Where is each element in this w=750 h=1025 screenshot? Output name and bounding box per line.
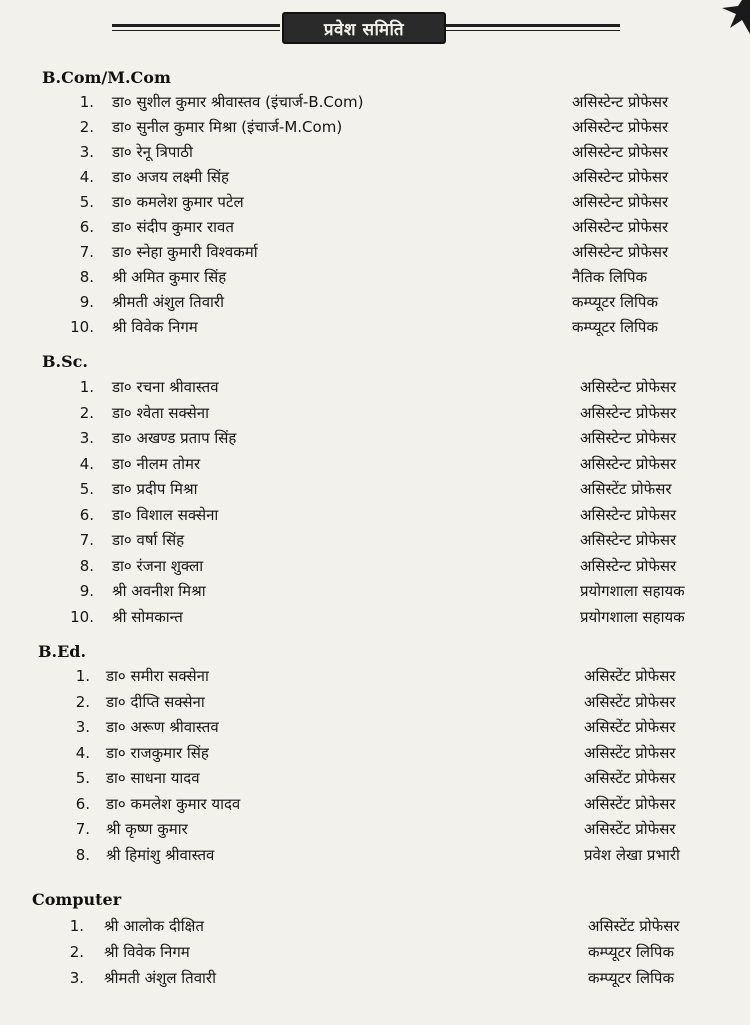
- member-name: श्री विवेक निगम: [112, 318, 198, 336]
- member-designation: असिस्टेंट प्रोफेसर: [584, 667, 676, 685]
- member-designation: प्रयोगशाला सहायक: [580, 582, 685, 600]
- member-row: [0, 375, 750, 400]
- member-name: डा० वर्षा सिंह: [112, 531, 185, 549]
- member-name: श्रीमती अंशुल तिवारी: [104, 969, 216, 987]
- member-name: श्री हिमांशु श्रीवास्तव: [106, 845, 215, 864]
- member-name: श्री कृष्ण कुमार: [106, 820, 188, 838]
- member-designation: असिस्टेन्ट प्रोफेसर: [572, 118, 669, 136]
- section-heading: B.Ed.: [38, 642, 87, 661]
- member-designation: कम्प्यूटर लिपिक: [572, 293, 658, 311]
- member-number: 5.: [79, 193, 94, 211]
- member-designation: कम्प्यूटर लिपिक: [572, 318, 658, 336]
- member-row: [0, 715, 750, 740]
- member-name: डा० राजकुमार सिंह: [106, 743, 209, 762]
- member-designation: असिस्टेन्ट प्रोफेसर: [580, 505, 677, 524]
- member-designation: प्रयोगशाला सहायक: [580, 607, 685, 626]
- member-designation: असिस्टेन्ट प्रोफेसर: [580, 454, 677, 473]
- member-designation: असिस्टेंट प्रोफेसर: [580, 480, 672, 498]
- member-row: [0, 843, 750, 868]
- member-name: श्री अमित कुमार सिंह: [112, 268, 227, 286]
- member-number: 6.: [79, 505, 94, 524]
- member-number: 8.: [75, 845, 90, 864]
- member-number: 9.: [79, 293, 94, 311]
- member-row: [0, 426, 750, 451]
- member-designation: नैतिक लिपिक: [572, 268, 648, 286]
- member-number: 6.: [75, 794, 90, 813]
- member-designation: असिस्टेन्ट प्रोफेसर: [580, 429, 677, 447]
- member-number: 1.: [75, 667, 90, 685]
- title-rule-left-thin: [112, 30, 280, 31]
- member-row: [0, 741, 750, 766]
- title-rule-right-thin: [444, 30, 620, 31]
- member-designation: असिस्टेंट प्रोफेसर: [584, 794, 676, 813]
- member-name: डा० अजय लक्ष्मी सिंह: [112, 168, 229, 186]
- member-number: 3.: [75, 718, 90, 736]
- member-designation: असिस्टेंट प्रोफेसर: [584, 820, 676, 838]
- member-row: [0, 766, 750, 791]
- member-number: 4.: [75, 743, 90, 762]
- member-number: 3.: [79, 429, 94, 447]
- member-name: श्री अवनीश मिश्रा: [112, 582, 206, 600]
- member-designation: असिस्टेन्ट प्रोफेसर: [580, 556, 677, 575]
- member-row: [0, 554, 750, 579]
- member-number: 7.: [79, 243, 94, 261]
- member-row: [0, 215, 750, 240]
- member-row: [0, 290, 750, 315]
- member-designation: कम्प्यूटर लिपिक: [588, 943, 674, 961]
- member-row: [0, 817, 750, 842]
- member-designation: असिस्टेन्ट प्रोफेसर: [572, 168, 669, 186]
- member-name: डा० साधना यादव: [106, 769, 200, 787]
- member-number: 10.: [70, 318, 94, 336]
- member-name: डा० रचना श्रीवास्तव: [112, 378, 219, 396]
- member-designation: असिस्टेन्ट प्रोफेसर: [572, 93, 669, 111]
- member-designation: असिस्टेंट प्रोफेसर: [584, 743, 676, 762]
- member-row: [0, 90, 750, 115]
- member-name: श्रीमती अंशुल तिवारी: [112, 293, 224, 311]
- member-row: [0, 240, 750, 265]
- member-designation: असिस्टेन्ट प्रोफेसर: [580, 403, 677, 422]
- member-name: डा० सुनील कुमार मिश्रा (इंचार्ज-M.Com): [112, 118, 343, 136]
- member-number: 1.: [79, 93, 94, 111]
- member-number: 3.: [79, 143, 94, 161]
- title-rule-right: [444, 24, 620, 27]
- member-name: श्री आलोक दीक्षित: [104, 917, 204, 935]
- title-rule-left: [112, 24, 280, 27]
- member-name: डा० श्वेता सक्सेना: [112, 403, 209, 422]
- member-number: 7.: [75, 820, 90, 838]
- member-designation: असिस्टेन्ट प्रोफेसर: [580, 378, 677, 396]
- member-name: डा० नीलम तोमर: [112, 454, 201, 473]
- member-designation: असिस्टेन्ट प्रोफेसर: [580, 531, 677, 549]
- member-row: [0, 966, 750, 991]
- member-designation: असिस्टेन्ट प्रोफेसर: [572, 218, 669, 236]
- member-name: डा० अरूण श्रीवास्तव: [106, 718, 219, 736]
- member-row: [0, 401, 750, 426]
- member-designation: असिस्टेन्ट प्रोफेसर: [572, 143, 669, 161]
- member-number: 10.: [70, 607, 94, 626]
- member-name: डा० कमलेश कुमार यादव: [106, 794, 241, 813]
- member-name: डा० सुशील कुमार श्रीवास्तव (इंचार्ज-B.Com): [112, 93, 364, 111]
- member-name: डा० अखण्ड प्रताप सिंह: [112, 429, 237, 447]
- member-number: 2.: [69, 943, 84, 961]
- member-row: [0, 792, 750, 817]
- member-name: डा० संदीप कुमार रावत: [112, 218, 234, 236]
- member-row: [0, 265, 750, 290]
- member-number: 5.: [79, 480, 94, 498]
- member-row: [0, 140, 750, 165]
- member-name: श्री सोमकान्त: [112, 607, 183, 626]
- member-number: 4.: [79, 168, 94, 186]
- member-designation: असिस्टेन्ट प्रोफेसर: [572, 193, 669, 211]
- member-row: [0, 664, 750, 689]
- member-row: [0, 315, 750, 340]
- section-heading: B.Com/M.Com: [42, 68, 171, 87]
- member-row: [0, 605, 750, 630]
- member-number: 8.: [79, 556, 94, 575]
- corner-star-icon: [712, 0, 750, 40]
- member-row: [0, 579, 750, 604]
- member-number: 3.: [69, 969, 84, 987]
- member-name: डा० विशाल सक्सेना: [112, 505, 219, 524]
- member-name: डा० स्नेहा कुमारी विश्वकर्मा: [112, 243, 258, 261]
- member-row: [0, 452, 750, 477]
- member-name: डा० समीरा सक्सेना: [106, 667, 209, 685]
- member-designation: असिस्टेन्ट प्रोफेसर: [572, 243, 669, 261]
- member-number: 4.: [79, 454, 94, 473]
- member-name: डा० रंजना शुक्ला: [112, 556, 204, 575]
- member-number: 1.: [69, 917, 84, 935]
- member-number: 6.: [79, 218, 94, 236]
- member-designation: प्रवेश लेखा प्रभारी: [584, 845, 680, 864]
- member-designation: असिस्टेंट प्रोफेसर: [588, 917, 680, 935]
- member-designation: असिस्टेंट प्रोफेसर: [584, 769, 676, 787]
- member-name: डा० कमलेश कुमार पटेल: [112, 193, 244, 211]
- page-title: प्रवेश समिति: [282, 12, 446, 44]
- member-row: [0, 165, 750, 190]
- member-row: [0, 528, 750, 553]
- member-number: 9.: [79, 582, 94, 600]
- member-number: 2.: [75, 692, 90, 711]
- member-row: [0, 940, 750, 965]
- member-row: [0, 503, 750, 528]
- section-heading: Computer: [32, 890, 122, 909]
- section-heading: B.Sc.: [42, 352, 88, 371]
- member-row: [0, 190, 750, 215]
- member-designation: कम्प्यूटर लिपिक: [588, 969, 674, 987]
- member-name: डा० प्रदीप मिश्रा: [112, 480, 198, 498]
- member-number: 1.: [79, 378, 94, 396]
- member-designation: असिस्टेंट प्रोफेसर: [584, 692, 676, 711]
- member-number: 2.: [79, 118, 94, 136]
- member-name: श्री विवेक निगम: [104, 943, 190, 961]
- member-name: डा० दीप्ति सक्सेना: [106, 692, 205, 711]
- member-row: [0, 690, 750, 715]
- member-number: 2.: [79, 403, 94, 422]
- member-row: [0, 477, 750, 502]
- member-number: 5.: [75, 769, 90, 787]
- member-name: डा० रेनू त्रिपाठी: [112, 143, 193, 161]
- member-number: 8.: [79, 268, 94, 286]
- member-row: [0, 115, 750, 140]
- member-number: 7.: [79, 531, 94, 549]
- member-row: [0, 914, 750, 939]
- member-designation: असिस्टेंट प्रोफेसर: [584, 718, 676, 736]
